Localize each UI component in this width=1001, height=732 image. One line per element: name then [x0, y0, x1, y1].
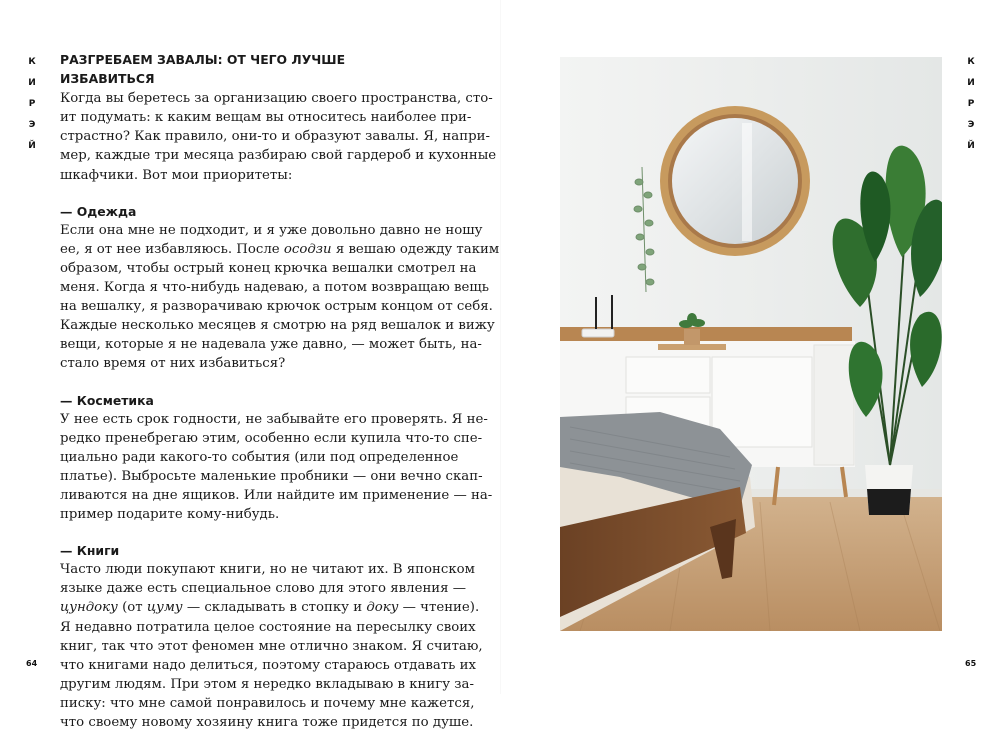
subheading-cosmetics: — Косметика [60, 392, 154, 408]
running-head-right: К И Р Э Й [967, 57, 975, 151]
bedroom-illustration [560, 57, 942, 631]
plant-pot [684, 329, 700, 345]
subheading-books: — Книги [60, 543, 120, 559]
bedroom-photo [560, 57, 942, 631]
page-gutter [500, 0, 501, 694]
running-head-left: К И Р Э Й [28, 57, 36, 151]
intro-paragraph: Когда вы беретесь за организацию своего пространства, сто- ит подумать: к каким вещам вы относитесь наиболее при- страстно? Как правило, они-то и образуют завалы. Я, напри- мер, каждые три месяца разбираю свой гардероб и кухонные шкафчики. Вот мои приоритеты: [60, 91, 497, 183]
left-page-text [60, 50, 500, 732]
clothes-paragraph: Если она мне не подходит, и я уже довольно давно не ношу ее, я от нее избавляюсь. После осодзи я вешаю одежду таким образом, чтобы острый конец крючка вешалки смотрел на меня. Когда я что-нибудь надеваю, а потом возвращаю вещь на вешалку, я разворачиваю крючок острым концом от себя. Каждые несколько месяцев я смотрю на ряд вешалок и вижу вещи, которые я не надевала уже давно, — может быть, на- стало время от них избавиться? [60, 222, 500, 372]
cosmetics-paragraph: У нее есть срок годности, не забывайте его проверять. Я не- редко пренебрегаю этим, особенно если купила что-то спе- циально ради какого-то события (или под определенное платье). Выбросьте маленькие пробники — они вечно скап- ливаются на дне ящиков. Или найдите им применение — на- пример подарите кому-нибудь. [60, 411, 493, 523]
subheading-clothes: — Одежда [60, 203, 137, 219]
page-number-right: 65 [965, 659, 977, 668]
page-number-left: 64 [26, 659, 38, 668]
drawer [626, 357, 710, 393]
section-heading: РАЗГРЕБАЕМ ЗАВАЛЫ: ОТ ЧЕГО ЛУЧШЕ ИЗБАВИТЬСЯ [60, 52, 346, 87]
mirror-glass [672, 118, 798, 244]
router [582, 329, 614, 337]
cabinet-door [712, 357, 812, 447]
books-paragraph: Часто люди покупают книги, но не читают их. В японском языке даже есть специальное слово для этого явления — цундоку (от цуму — складывать в стопку и доку — чтение). Я недавно потратила целое состояние на пересылку своих книг, так что этот феномен мне отлично знаком. Я считаю, что книгами надо делиться, поэтому стараюсь отдавать их другим людям. При этом я нередко вкладываю в книгу за- писку: что мне самой понравилось и почему мне кажется, что своему новому хозяину книга тоже придется по душе. [60, 562, 483, 730]
